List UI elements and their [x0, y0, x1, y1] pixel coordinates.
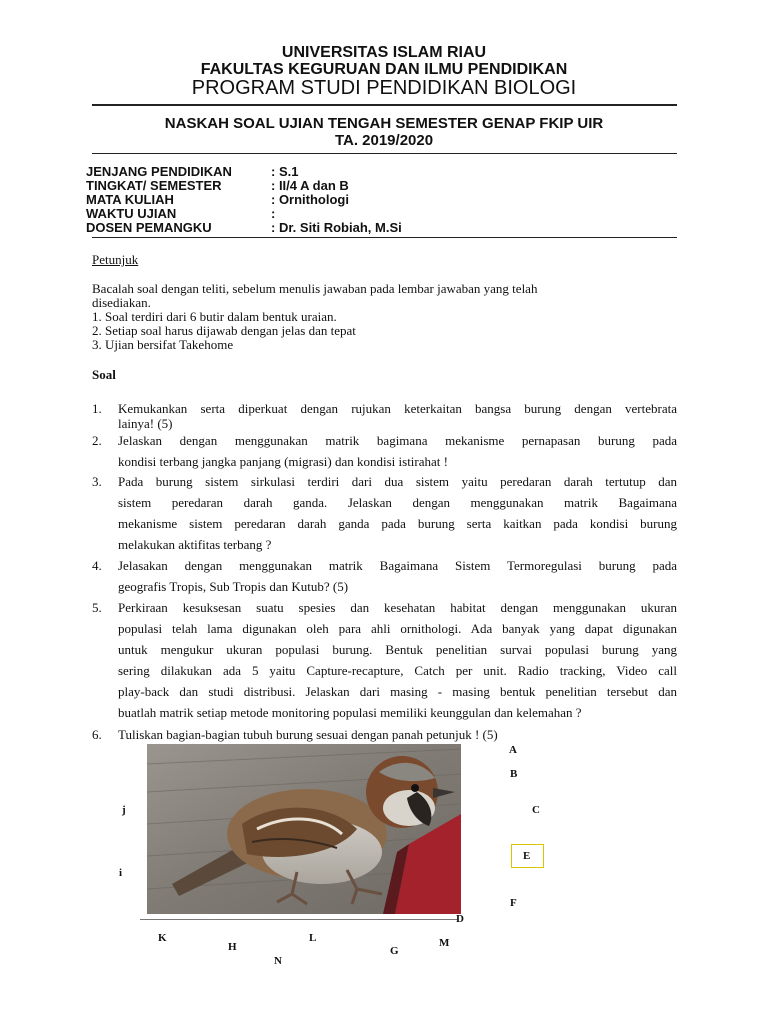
question-text: Perkiraan kesuksesan suatu spesies dan kesehatan habitat dengan menggunakan ukuran	[118, 600, 677, 615]
instruction-item: 3. Ujian bersifat Takehome	[92, 337, 234, 352]
info-value: : Dr. Siti Robiah, M.Si	[271, 220, 402, 235]
university-name: UNIVERSITAS ISLAM RIAU	[281, 44, 487, 61]
question-text: mekanisme sistem peredaran darah ganda pada burung serta kaitkan pada kondisi burung	[118, 516, 677, 531]
label-b: B	[510, 768, 518, 780]
question-number: 1.	[92, 401, 102, 416]
program-name: PROGRAM STUDI PENDIDIKAN BIOLOGI	[191, 77, 577, 99]
info-value: : II/4 A dan B	[271, 178, 349, 193]
faculty-name: FAKULTAS KEGURUAN DAN ILMU PENDIDIKAN	[200, 61, 568, 78]
figure-baseline	[140, 919, 458, 920]
info-label: TINGKAT/ SEMESTER	[86, 178, 222, 193]
label-g: G	[390, 945, 399, 957]
question-number: 2.	[92, 433, 102, 448]
label-d: D	[456, 913, 464, 925]
info-label: DOSEN PEMANGKU	[86, 220, 212, 235]
label-e: E	[523, 850, 531, 862]
question-text: Pada burung sistem sirkulasi terdiri dari dua sistem yaitu peredaran darah tertutup dan	[118, 474, 677, 489]
title-divider	[92, 153, 677, 154]
question-text: sering dilakukan ada 5 yaitu Capture-recapture, Catch per unit. Radio tracking, Video call	[118, 663, 677, 678]
question-text: play-back dan studi distribusi. Jelaskan dari masing - masing bentuk penelitian tersebut dan	[118, 684, 677, 699]
info-value: : Ornithologi	[271, 192, 349, 207]
info-label: MATA KULIAH	[86, 192, 174, 207]
bird-photo	[147, 744, 461, 914]
header-divider	[92, 104, 677, 106]
academic-year: TA. 2019/2020	[334, 132, 434, 149]
info-divider	[92, 237, 677, 238]
question-text: Jelasakan dengan menggunakan matrik Bagaimana Sistem Termoregulasi burung pada	[118, 558, 677, 573]
instructions-intro-cont: disediakan.	[92, 295, 151, 310]
label-k: K	[158, 932, 167, 944]
label-j: j	[122, 804, 126, 816]
label-l: L	[309, 932, 317, 944]
question-number: 3.	[92, 474, 102, 489]
question-text: untuk mengukur ukuran populasi burung. Bentuk penelitian survai populasi burung yang	[118, 642, 677, 657]
question-text: buatlah matrik setiap metode monitoring populasi memiliki keunggulan dan kelemahan ?	[118, 705, 582, 720]
label-m: M	[439, 937, 450, 949]
label-a: A	[509, 744, 517, 756]
instruction-item: 2. Setiap soal harus dijawab dengan jelas dan tepat	[92, 323, 356, 338]
question-text: Tuliskan bagian-bagian tubuh burung sesuai dengan panah petunjuk ! (5)	[118, 727, 498, 742]
question-text: melakukan aktifitas terbang ?	[118, 537, 272, 552]
label-n: N	[274, 955, 282, 967]
question-text: lainya! (5)	[118, 416, 173, 431]
questions-title: Soal	[92, 367, 116, 382]
question-number: 5.	[92, 600, 102, 615]
question-text: kondisi terbang jangka panjang (migrasi) dan kondisi istirahat !	[118, 454, 448, 469]
question-text: sistem peredaran darah ganda. Jelaskan dengan menggunakan matrik Bagaimana	[118, 495, 677, 510]
question-text: populasi telah lama digunakan oleh para ahli ornithologi. Ada banyak yang dapat digunakan	[118, 621, 677, 636]
question-text: Kemukankan serta diperkuat dengan rujukan keterkaitan bangsa burung dengan vertebrata	[118, 401, 677, 416]
instructions-title: Petunjuk	[92, 252, 139, 267]
info-value: : S.1	[271, 164, 299, 179]
label-c: C	[532, 804, 540, 816]
label-f: F	[510, 897, 517, 909]
instructions-intro: Bacalah soal dengan teliti, sebelum menulis jawaban pada lembar jawaban yang telah	[92, 281, 538, 296]
exam-title: NASKAH SOAL UJIAN TENGAH SEMESTER GENAP FKIP UIR	[164, 115, 604, 132]
question-number: 6.	[92, 727, 102, 742]
instruction-item: 1. Soal terdiri dari 6 butir dalam bentuk uraian.	[92, 309, 337, 324]
question-text: geografis Tropis, Sub Tropis dan Kutub? (5)	[118, 579, 349, 594]
question-text: Jelaskan dengan menggunakan matrik bagimana mekanisme pernapasan burung pada	[118, 433, 677, 448]
info-label: JENJANG PENDIDIKAN	[86, 164, 232, 179]
label-i: i	[119, 867, 123, 879]
label-h: H	[228, 941, 237, 953]
info-label: WAKTU UJIAN	[86, 206, 177, 221]
question-number: 4.	[92, 558, 102, 573]
info-value: :	[271, 206, 276, 221]
